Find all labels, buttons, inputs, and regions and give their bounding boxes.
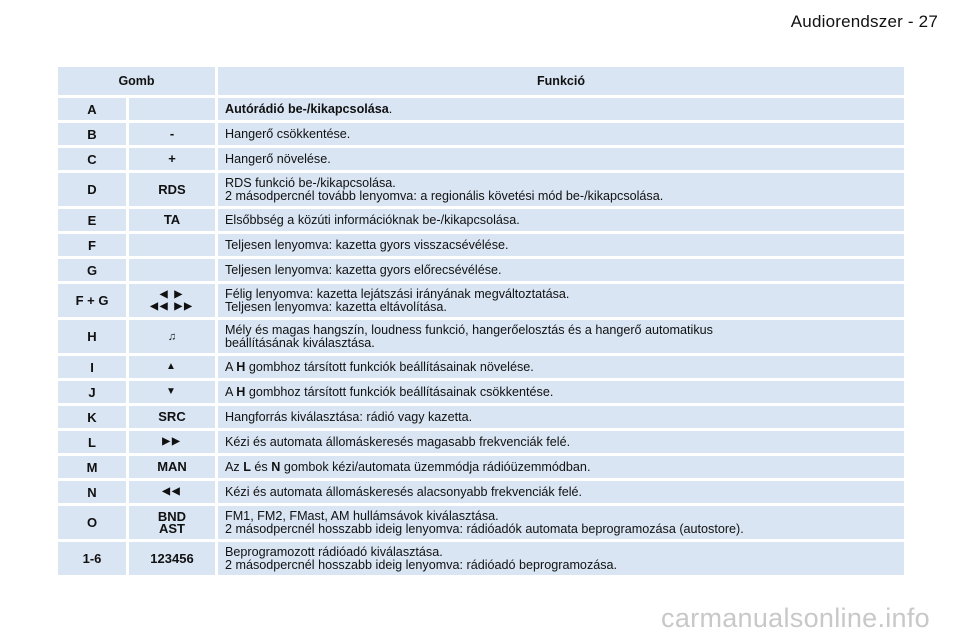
- row-key: E: [58, 209, 126, 231]
- row-key: O: [58, 506, 126, 539]
- watermark: carmanualsonline.info: [661, 603, 930, 633]
- table-row: [58, 209, 904, 231]
- row-function: Kézi és automata állomáskeresés alacsonyabb frekvenciák felé.: [218, 481, 904, 503]
- row-function: RDS funkció be-/kikapcsolása. 2 másodpercnél tovább lenyomva: a regionális követési mód be-/kikapcsolása.: [218, 173, 904, 206]
- header-funkcio: Funkció: [218, 67, 904, 95]
- table-header-row: [58, 67, 904, 95]
- row-key: 1-6: [58, 542, 126, 575]
- row-symbol: [129, 98, 215, 120]
- row-function: Teljesen lenyomva: kazetta gyors visszacsévélése.: [218, 234, 904, 256]
- row-key: F: [58, 234, 126, 256]
- eject-arrows-icon: ◀ ▶: [159, 288, 185, 300]
- row-function: Teljesen lenyomva: kazetta gyors előrecsévélése.: [218, 259, 904, 281]
- table-row: [58, 123, 904, 145]
- row-function: FM1, FM2, FMast, AM hullámsávok kiválasztása. 2 másodpercnél hosszabb ideig lenyomva: rádióadók automata beprogramozása (autostore).: [218, 506, 904, 539]
- row-function: Beprogramozott rádióadó kiválasztása. 2 másodpercnél hosszabb ideig lenyomva: rádióadó beprogramozása.: [218, 542, 904, 575]
- row-key: N: [58, 481, 126, 503]
- music-note-icon: ♫: [167, 330, 177, 343]
- table-row: [58, 148, 904, 170]
- table-row: [58, 381, 904, 403]
- page-title: Audiorendszer - 27: [790, 12, 938, 31]
- table-row: [58, 320, 904, 353]
- row-symbol: [129, 356, 215, 378]
- row-function: Elsőbbség a közúti információknak be-/kikapcsolása.: [218, 209, 904, 231]
- table-row: [58, 456, 904, 478]
- row-key: F + G: [58, 284, 126, 317]
- table-row: [58, 506, 904, 539]
- table-row: [58, 284, 904, 317]
- seek-backward-icon: ◀◀: [162, 486, 182, 497]
- row-symbol: [129, 431, 215, 453]
- row-symbol: -: [129, 123, 215, 145]
- row-symbol: [129, 381, 215, 403]
- symbol-bnd: BND: [157, 508, 187, 524]
- row-symbol: [129, 284, 215, 317]
- row-function: A H gombhoz társított funkciók beállításainak csökkentése.: [218, 381, 904, 403]
- table-row: [58, 406, 904, 428]
- row-symbol: MAN: [129, 456, 215, 478]
- row-function: Hangforrás kiválasztása: rádió vagy kazetta.: [218, 406, 904, 428]
- row-function: Mély és magas hangszín, loudness funkció, hangerőelosztás és a hangerő automatikus beállításának kiválasztása.: [218, 320, 904, 353]
- arrow-down-icon: ▼: [166, 386, 178, 397]
- table-row: [58, 173, 904, 206]
- row-symbol: [129, 506, 215, 539]
- row-symbol: [129, 320, 215, 353]
- row-key: G: [58, 259, 126, 281]
- row-function: Félig lenyomva: kazetta lejátszási irányának megváltoztatása. Teljesen lenyomva: kazetta eltávolítása.: [218, 284, 904, 317]
- row-function: Autórádió be-/kikapcsolása.: [218, 98, 904, 120]
- fast-wind-arrows-icon: ◀◀ ▶▶: [150, 300, 194, 312]
- table-row: [58, 481, 904, 503]
- row-symbol: SRC: [129, 406, 215, 428]
- row-key: C: [58, 148, 126, 170]
- table-row: [58, 356, 904, 378]
- table-row: [58, 259, 904, 281]
- seek-forward-icon: ▶▶: [162, 436, 182, 447]
- row-key: H: [58, 320, 126, 353]
- row-symbol: RDS: [129, 173, 215, 206]
- row-function: Hangerő csökkentése.: [218, 123, 904, 145]
- row-symbol: 123456: [129, 542, 215, 575]
- symbol-ast: AST: [159, 520, 185, 536]
- table-row: [58, 542, 904, 575]
- row-function: Hangerő növelése.: [218, 148, 904, 170]
- row-key: B: [58, 123, 126, 145]
- row-key: L: [58, 431, 126, 453]
- row-key: D: [58, 173, 126, 206]
- row-key: I: [58, 356, 126, 378]
- header-gomb: Gomb: [58, 67, 215, 95]
- row-key: A: [58, 98, 126, 120]
- table-row: [58, 431, 904, 453]
- row-function: Az L és N gombok kézi/automata üzemmódja rádióüzemmódban.: [218, 456, 904, 478]
- row-function: Kézi és automata állomáskeresés magasabb frekvenciák felé.: [218, 431, 904, 453]
- table-row: [58, 98, 904, 120]
- row-key: K: [58, 406, 126, 428]
- row-symbol: +: [129, 148, 215, 170]
- table-row: [58, 234, 904, 256]
- row-symbol: [129, 481, 215, 503]
- row-symbol: TA: [129, 209, 215, 231]
- row-key: M: [58, 456, 126, 478]
- row-function: A H gombhoz társított funkciók beállításainak növelése.: [218, 356, 904, 378]
- row-key: J: [58, 381, 126, 403]
- row-symbol: [129, 259, 215, 281]
- arrow-up-icon: ▲: [166, 361, 178, 372]
- row-symbol: [129, 234, 215, 256]
- button-function-table: [58, 67, 904, 578]
